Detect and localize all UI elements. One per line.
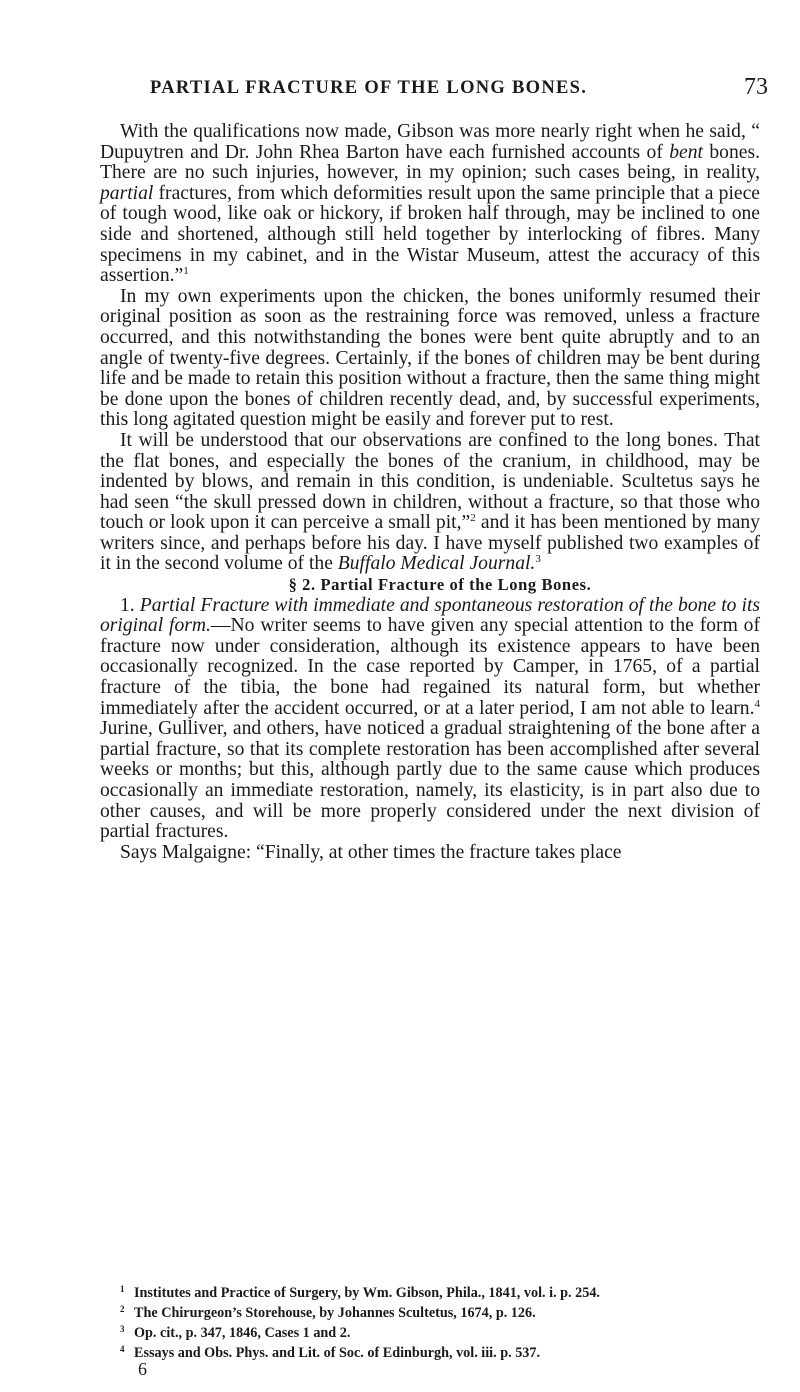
footnote-ref: 4 <box>754 697 760 710</box>
text-run: With the qualifications now made, Gibson was more nearly right when he said, “ Dupuytren and Dr. John Rhea Barton have each furnished accounts of <box>100 121 760 163</box>
paragraph: In my own experiments upon the chicken, the bones uniformly resumed their original position as soon as the restraining force was removed, unless a fracture occurred, and this notwithstanding the bones were bent quite abruptly and to an angle of twenty-five degrees. Certainly, if the bones of children may be bent during life and be made to retain this position without a fracture, then the same thing might be done upon the bones of children recently dead, and, by successful experiments, this long agitated question might be easily and forever put to rest. <box>100 285 760 431</box>
text-run: —No writer seems to have given any special attention to the form of fracture now under consideration, although its existence appears to have been occasionally recognized. In the case reported by Camper, in 1765, of a partial fracture of the tibia, the bone had regained its natural form, but whether immediately after the accident occurred, or at a later period, I am not able to learn. <box>100 615 760 719</box>
paragraph: Says Malgaigne: “Finally, at other times the fracture takes place <box>120 841 622 863</box>
italic-term: Buffalo Medical Journal. <box>337 553 536 575</box>
text-run: It will be understood that our observations are confined to the long bones. That the flat bones, and especially the bones of the cranium, in childhood, may be indented by blows, and remain in this condition, is undeniable. Scultetus says he had seen “the skull pressed down in children, without a fracture, so that those who touch or look upon it can perceive a small pit,” <box>100 429 760 534</box>
footnote-text: Institutes and Practice of Surgery, by Wm. Gibson, Phila., 1841, vol. i. p. 254. <box>134 1285 600 1301</box>
footnote-mark: 2 <box>120 1304 125 1314</box>
body-text <box>100 122 760 863</box>
item-number: 1. <box>120 594 140 616</box>
footnote-ref: 2 <box>470 512 476 525</box>
footnote <box>120 1321 760 1341</box>
text-run: and it has been mentioned by many writers since, and perhaps before his day. I have myself published two examples of it in the second volume of the <box>100 512 760 575</box>
section-heading: § 2. Partial Fracture of the Long Bones. <box>288 575 592 595</box>
footnote-text: Op. cit., p. 347, 1846, Cases 1 and 2. <box>134 1325 351 1341</box>
footnotes <box>120 1281 760 1377</box>
footnote-mark: 4 <box>120 1344 125 1354</box>
footnote <box>120 1281 760 1301</box>
text-run: fractures, from which deformities result upon the same principle that a piece of tough wood, like oak or hickory, if broken half through, may be inclined to one side and shortened, although still held together by interlocking of fibres. Many specimens in my cabinet, and in the Wistar Museum, attest the accuracy of this assertion.” <box>100 182 760 287</box>
paragraph <box>100 596 760 843</box>
text-run: Jurine, Gulliver, and others, have noticed a gradual straightening of the bone after a partial fracture, so that its complete restoration has been accomplished after several weeks or months; but this, although partly due to the same cause which produces occasionally an immediate restoration, namely, its elasticity, is in part also due to other causes, and will be more properly considered under the next division of partial fractures. <box>100 718 760 843</box>
page-header <box>120 74 768 106</box>
footnote-mark: 1 <box>120 1284 125 1294</box>
footnote-text: Essays and Obs. Phys. and Lit. of Soc. of Edinburgh, vol. iii. p. 537. <box>134 1345 541 1361</box>
running-head: PARTIAL FRACTURE OF THE LONG BONES. <box>150 78 588 98</box>
paragraph <box>100 122 760 287</box>
italic-title: Partial Fracture with immediate and spontaneous restoration of the bone to its original form. <box>100 594 761 637</box>
italic-term: bent <box>669 141 703 163</box>
footnote-ref: 1 <box>183 265 189 278</box>
footnote-ref: 3 <box>535 553 541 566</box>
paragraph <box>100 431 760 575</box>
page-number: 73 <box>744 74 768 100</box>
footnote-mark: 3 <box>120 1324 125 1334</box>
italic-term: partial <box>100 182 154 204</box>
signature-mark: 6 <box>138 1359 147 1379</box>
text-run: bones. There are no such injuries, however, in my opinion; such cases being, in reality, <box>100 141 760 184</box>
footnote-text: The Chirurgeon’s Storehouse, by Johannes Scultetus, 1674, p. 126. <box>134 1305 536 1321</box>
footnote <box>120 1341 760 1361</box>
footnote <box>120 1301 760 1321</box>
